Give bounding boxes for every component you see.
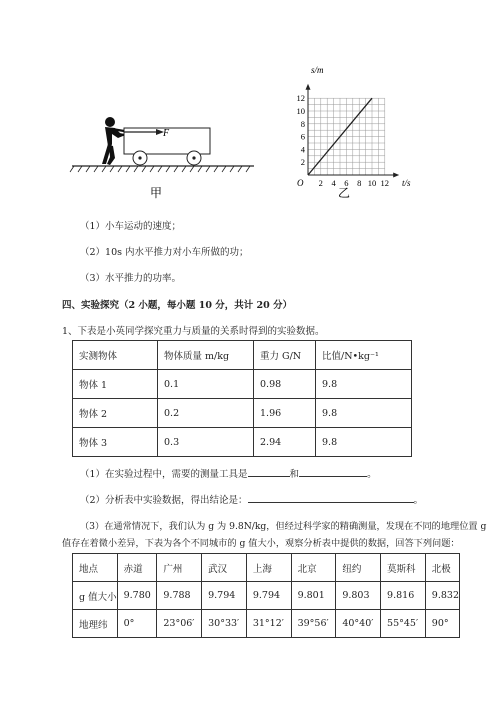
answer-blank-3[interactable] [248,493,414,503]
sub-question-2 [80,492,423,506]
table-cell: 物体 1 [73,370,158,399]
table-cell: 9.816 [381,582,426,610]
sub-question-3-line-2: 值存在着微小差异，下表为各个不同城市的 g 值大小，观察分析表中提供的数据，回答下列问题： [62,538,460,549]
table-cell: g 值大小 [73,582,118,610]
table-cell: 0.2 [158,399,254,428]
table-cell: 9.780 [117,582,157,610]
table-cell: 0° [117,610,157,638]
table-cell: 武汉 [202,554,247,582]
y-axis-label: s/m [311,65,324,75]
table-header-cell: 重力 G/N [254,341,316,370]
answer-blank-2[interactable] [299,467,367,477]
table-cell: 莫斯科 [381,554,426,582]
table-cell: 0.1 [158,370,254,399]
table-cell: 地理纬 [73,610,118,638]
q1-intro: 1、下表是小英同学探究重力与质量的关系时得到的实验数据。 [62,326,325,337]
table-cell: 0.98 [254,370,316,399]
table-cell: 北极 [425,554,459,582]
table-cell: 90° [425,610,459,638]
origin-label: O [297,178,304,188]
table-cell: 9.8 [316,428,412,457]
prev-q2: （2）10s 内水平推力对小车所做的功； [80,247,249,258]
table-cell: 9.794 [202,582,247,610]
table-cell: 23°06′ [157,610,202,638]
table-g-values [72,553,460,638]
x-tick-label: 4 [331,178,336,188]
table-cell: 9.801 [291,582,336,610]
table-cell: 9.794 [246,582,291,610]
table-header-cell: 实测物体 [73,341,158,370]
y-tick-label: 10 [296,106,305,116]
sub1-text-c: 。 [367,469,377,480]
y-tick-label: 12 [296,93,305,104]
table-row [73,370,412,399]
table-row [73,554,460,582]
y-tick-label: 4 [300,144,305,155]
force-label: F [163,128,170,139]
figure-jia [68,108,258,208]
table-cell: 上海 [246,554,291,582]
x-tick-label: 12 [380,178,390,188]
sub-question-1 [80,466,377,480]
sub2-text-a: （2）分析表中实验数据，得出结论是： [80,495,248,506]
x-axis-label: t/s [402,178,411,188]
table-cell: 赤道 [117,554,157,582]
figure-yi-chart [290,62,420,200]
table-cell: 广州 [157,554,202,582]
prev-q1: （1）小车运动的速度； [80,221,182,232]
table-cell: 0.3 [158,428,254,457]
table-cell: 9.832 [425,582,459,610]
x-axis-arrow [393,173,399,178]
table-cell: 39°56′ [291,610,336,638]
table-row [73,399,412,428]
table-cell: 40°40′ [336,610,381,638]
sub2-text-c: 。 [413,495,424,506]
x-tick-label: 6 [344,178,349,188]
sub1-text-b: 和 [289,469,300,480]
figure-yi-caption: 乙 [338,186,351,200]
section-title: 四、实验探究（2 小题，每小题 10 分，共计 20 分） [62,300,293,311]
y-tick-label: 6 [300,131,305,142]
table-cell: 纽约 [336,554,381,582]
table-cell: 物体 2 [73,399,158,428]
prev-q3: （3）水平推力的功率。 [80,273,182,284]
table-cell: 31°12′ [246,610,291,638]
y-tick-label: 2 [300,157,305,168]
table-cell: 1.96 [254,399,316,428]
table-cell: 9.803 [336,582,381,610]
y-tick-label: 8 [300,118,305,129]
table-header-row [73,341,412,370]
answer-blank-1[interactable] [248,467,290,477]
table-row [73,428,412,457]
table-cell: 2.94 [254,428,316,457]
y-axis-arrow [306,84,311,90]
table-gravity-mass [72,340,412,457]
table-header-cell: 比值/N•kg⁻¹ [316,341,412,370]
x-tick-label: 2 [318,178,323,188]
table-cell: 北京 [291,554,336,582]
x-tick-label: 8 [357,178,362,188]
table-row [73,610,460,638]
table-cell: 9.788 [157,582,202,610]
figure-jia-caption: 甲 [150,186,163,200]
person-silhouette [102,117,124,165]
table-cell: 物体 3 [73,428,158,457]
table-cell: 55°45′ [381,610,426,638]
x-tick-label: 10 [367,178,377,188]
table-header-cell: 物体质量 m/kg [158,341,254,370]
table-cell: 30°33′ [202,610,247,638]
table-cell: 9.8 [316,399,412,428]
table-cell: 9.8 [316,370,412,399]
table-cell: 地点 [73,554,118,582]
sub-question-3-line-1: （3）在通常情况下，我们认为 g 为 9.8N/kg，但经过科学家的精确测量，发现在不同的地理位置 g [80,521,487,532]
sub1-text-a: （1）在实验过程中，需要的测量工具是 [80,469,248,480]
table-row [73,582,460,610]
